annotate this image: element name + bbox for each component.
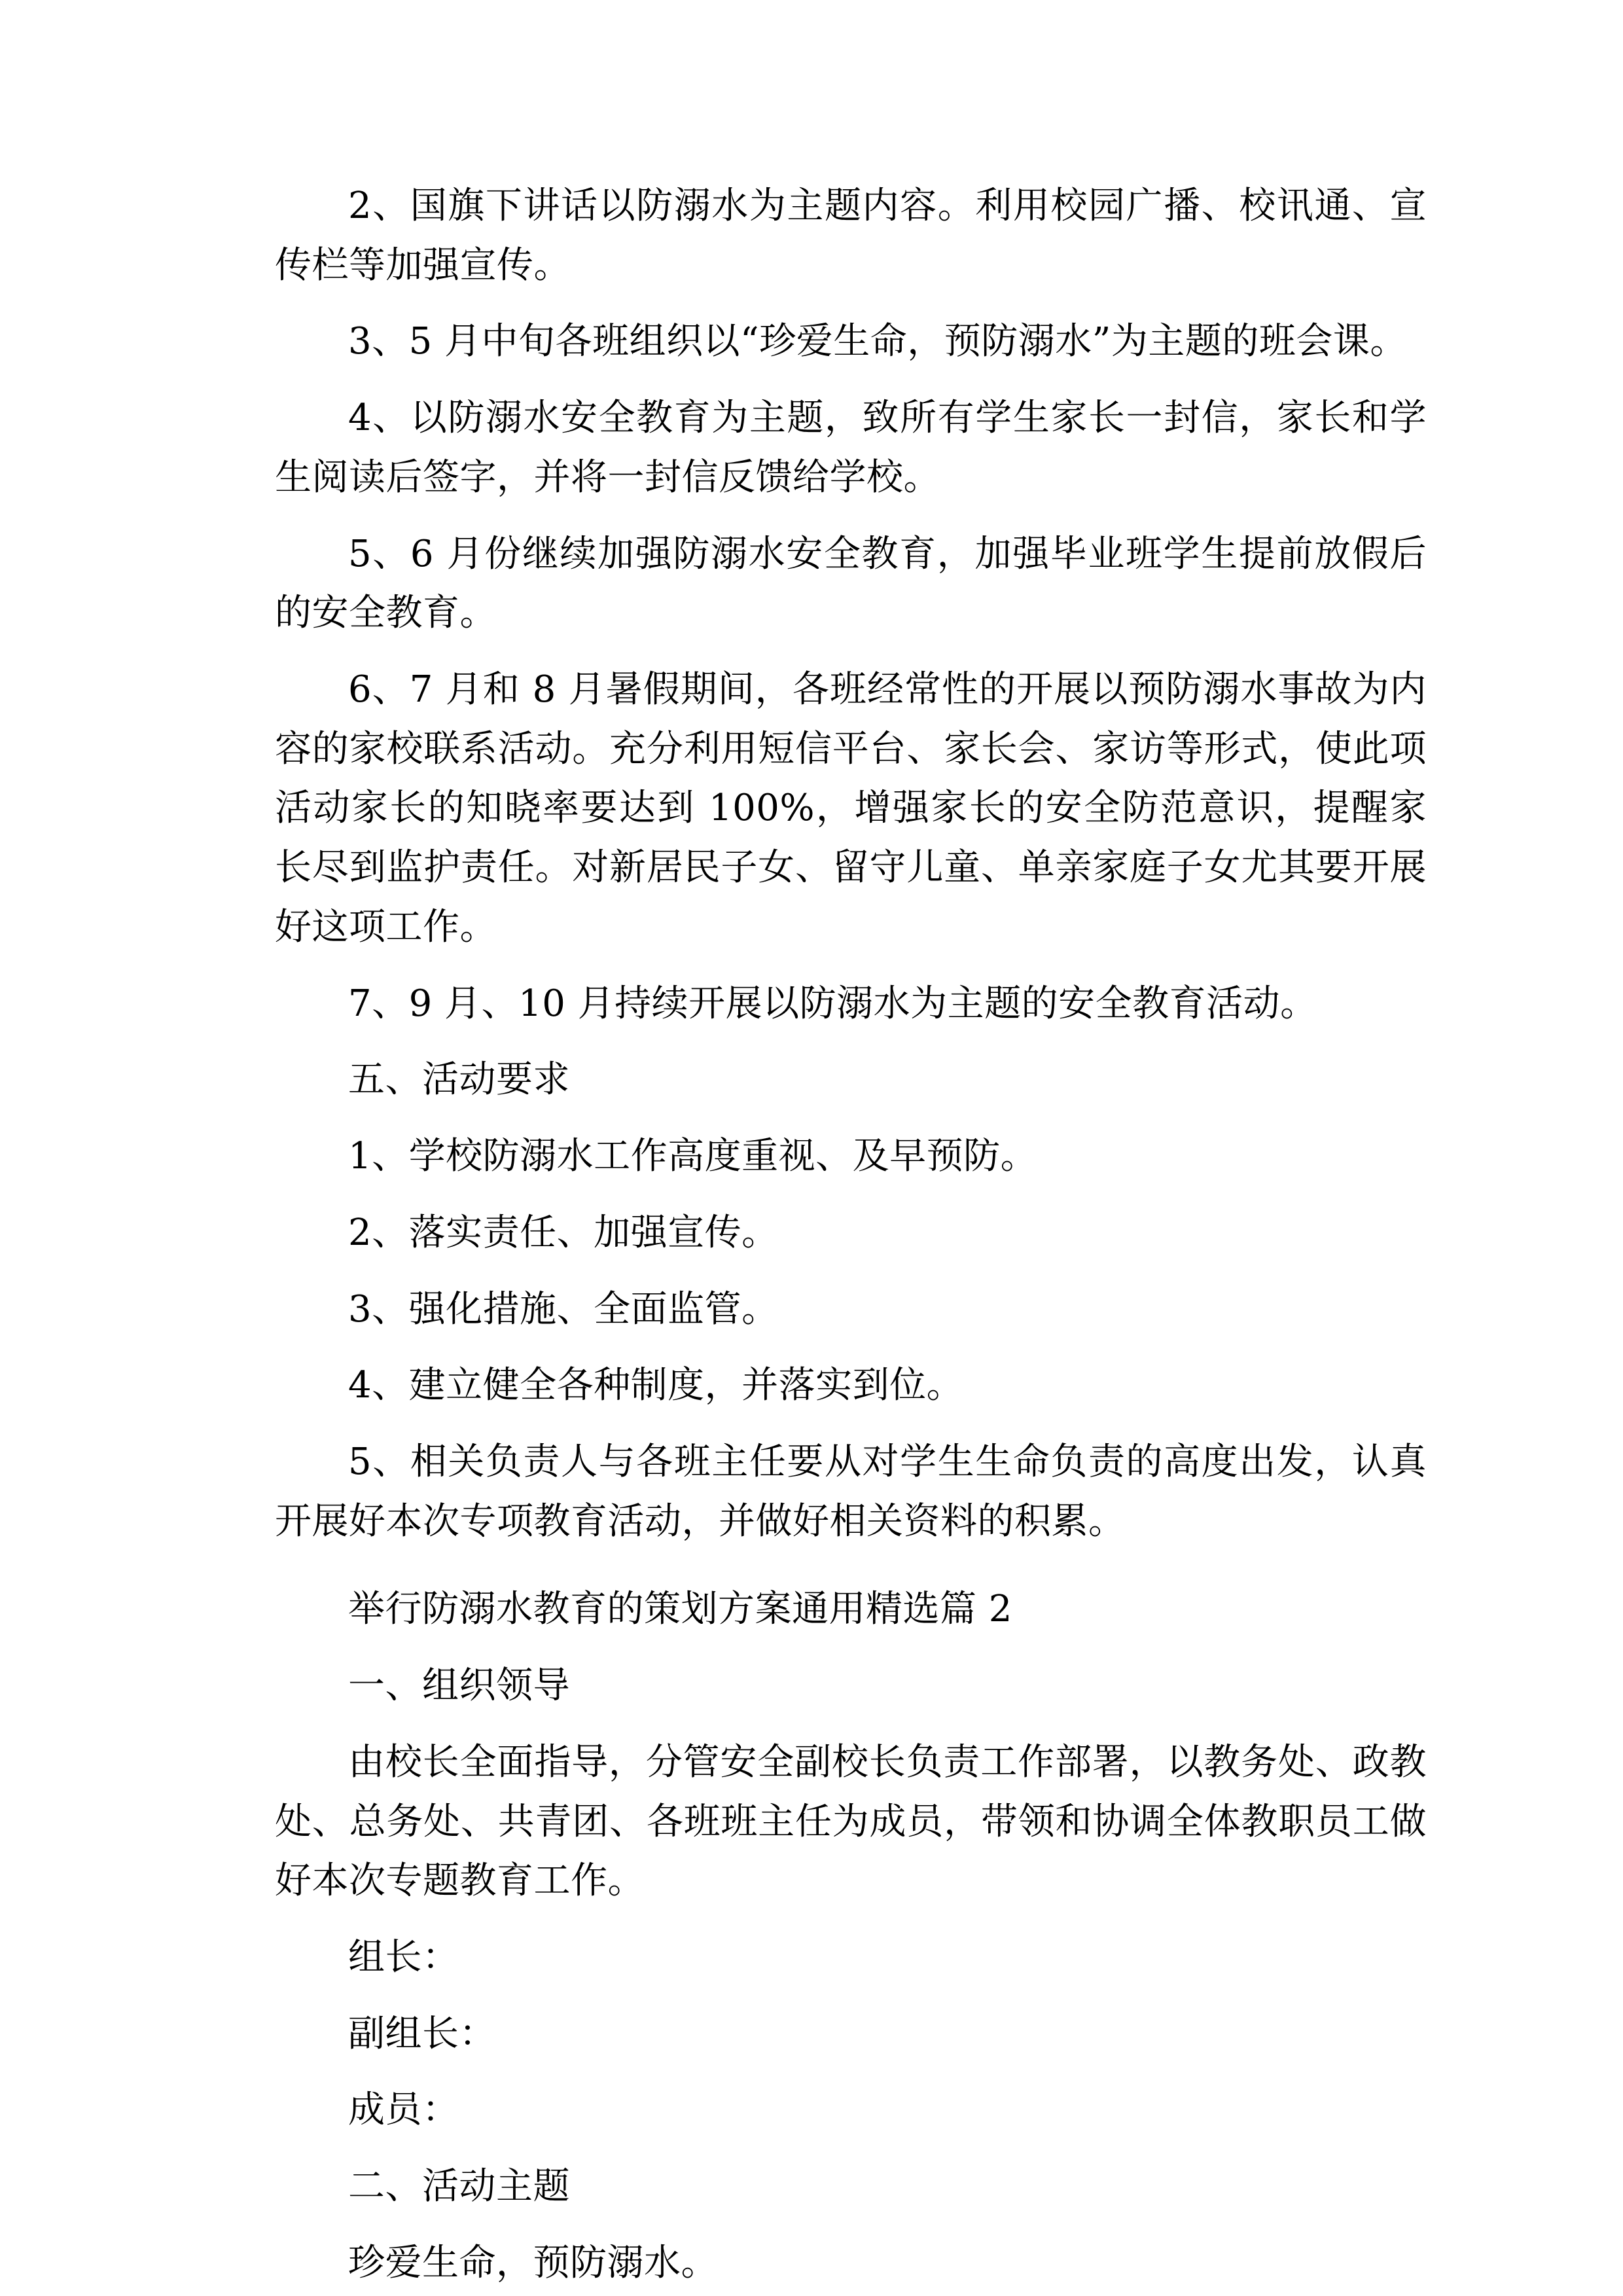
paragraph: 7、9 月、10 月持续开展以防溺水为主题的安全教育活动。 [348, 982, 1317, 1025]
section-heading: 二、活动主题 [348, 2165, 570, 2208]
paragraph: 5、6 月份继续加强防溺水安全教育，加强毕业班学生提前放假后的安全教育。 [275, 532, 1427, 635]
article-title: 举行防溺水教育的策划方案通用精选篇 2 [348, 1588, 1012, 1631]
paragraph: 珍爱生命，预防溺水。 [348, 2241, 718, 2284]
paragraph: 2、国旗下讲话以防溺水为主题内容。利用校园广播、校讯通、宣传栏等加强宣传。 [275, 185, 1427, 287]
paragraph: 3、5 月中旬各班组织以“珍爱生命，预防溺水”为主题的班会课。 [348, 320, 1407, 363]
paragraph: 2、落实责任、加强宣传。 [348, 1211, 779, 1254]
spacer [275, 1568, 1427, 1580]
paragraph: 成员： [348, 2089, 459, 2132]
paragraph: 3、强化措施、全面监管。 [348, 1287, 779, 1331]
paragraph: 5、相关负责人与各班主任要从对学生生命负责的高度出发，认真开展好本次专项教育活动，并做好相关资料的积累。 [275, 1440, 1427, 1543]
paragraph: 6、7 月和 8 月暑假期间，各班经常性的开展以预防溺水事故为内容的家校联系活动。充分利用短信平台、家长会、家访等形式，使此项活动家长的知晓率要达到 100%，增强家长的安全防范意识，提醒家长尽到监护责任。对新居民子女、留守儿童、单亲家庭子女尤其要开展好这项工作。 [275, 668, 1427, 948]
section-heading: 一、组织领导 [348, 1664, 570, 1708]
document-body [275, 177, 1427, 2293]
paragraph: 4、以防溺水安全教育为主题，致所有学生家长一封信，家长和学生阅读后签字，并将一封信反馈给学校。 [275, 397, 1427, 499]
paragraph: 由校长全面指导，分管安全副校长负责工作部署，以教务处、政教处、总务处、共青团、各班班主任为成员，带领和协调全体教职员工做好本次专题教育工作。 [275, 1740, 1427, 1903]
paragraph: 组长： [348, 1935, 459, 1979]
paragraph: 4、建立健全各种制度，并落实到位。 [348, 1364, 964, 1407]
paragraph: 1、学校防溺水工作高度重视、及早预防。 [348, 1135, 1038, 1178]
section-heading: 五、活动要求 [348, 1058, 570, 1102]
paragraph: 副组长： [348, 2012, 496, 2055]
